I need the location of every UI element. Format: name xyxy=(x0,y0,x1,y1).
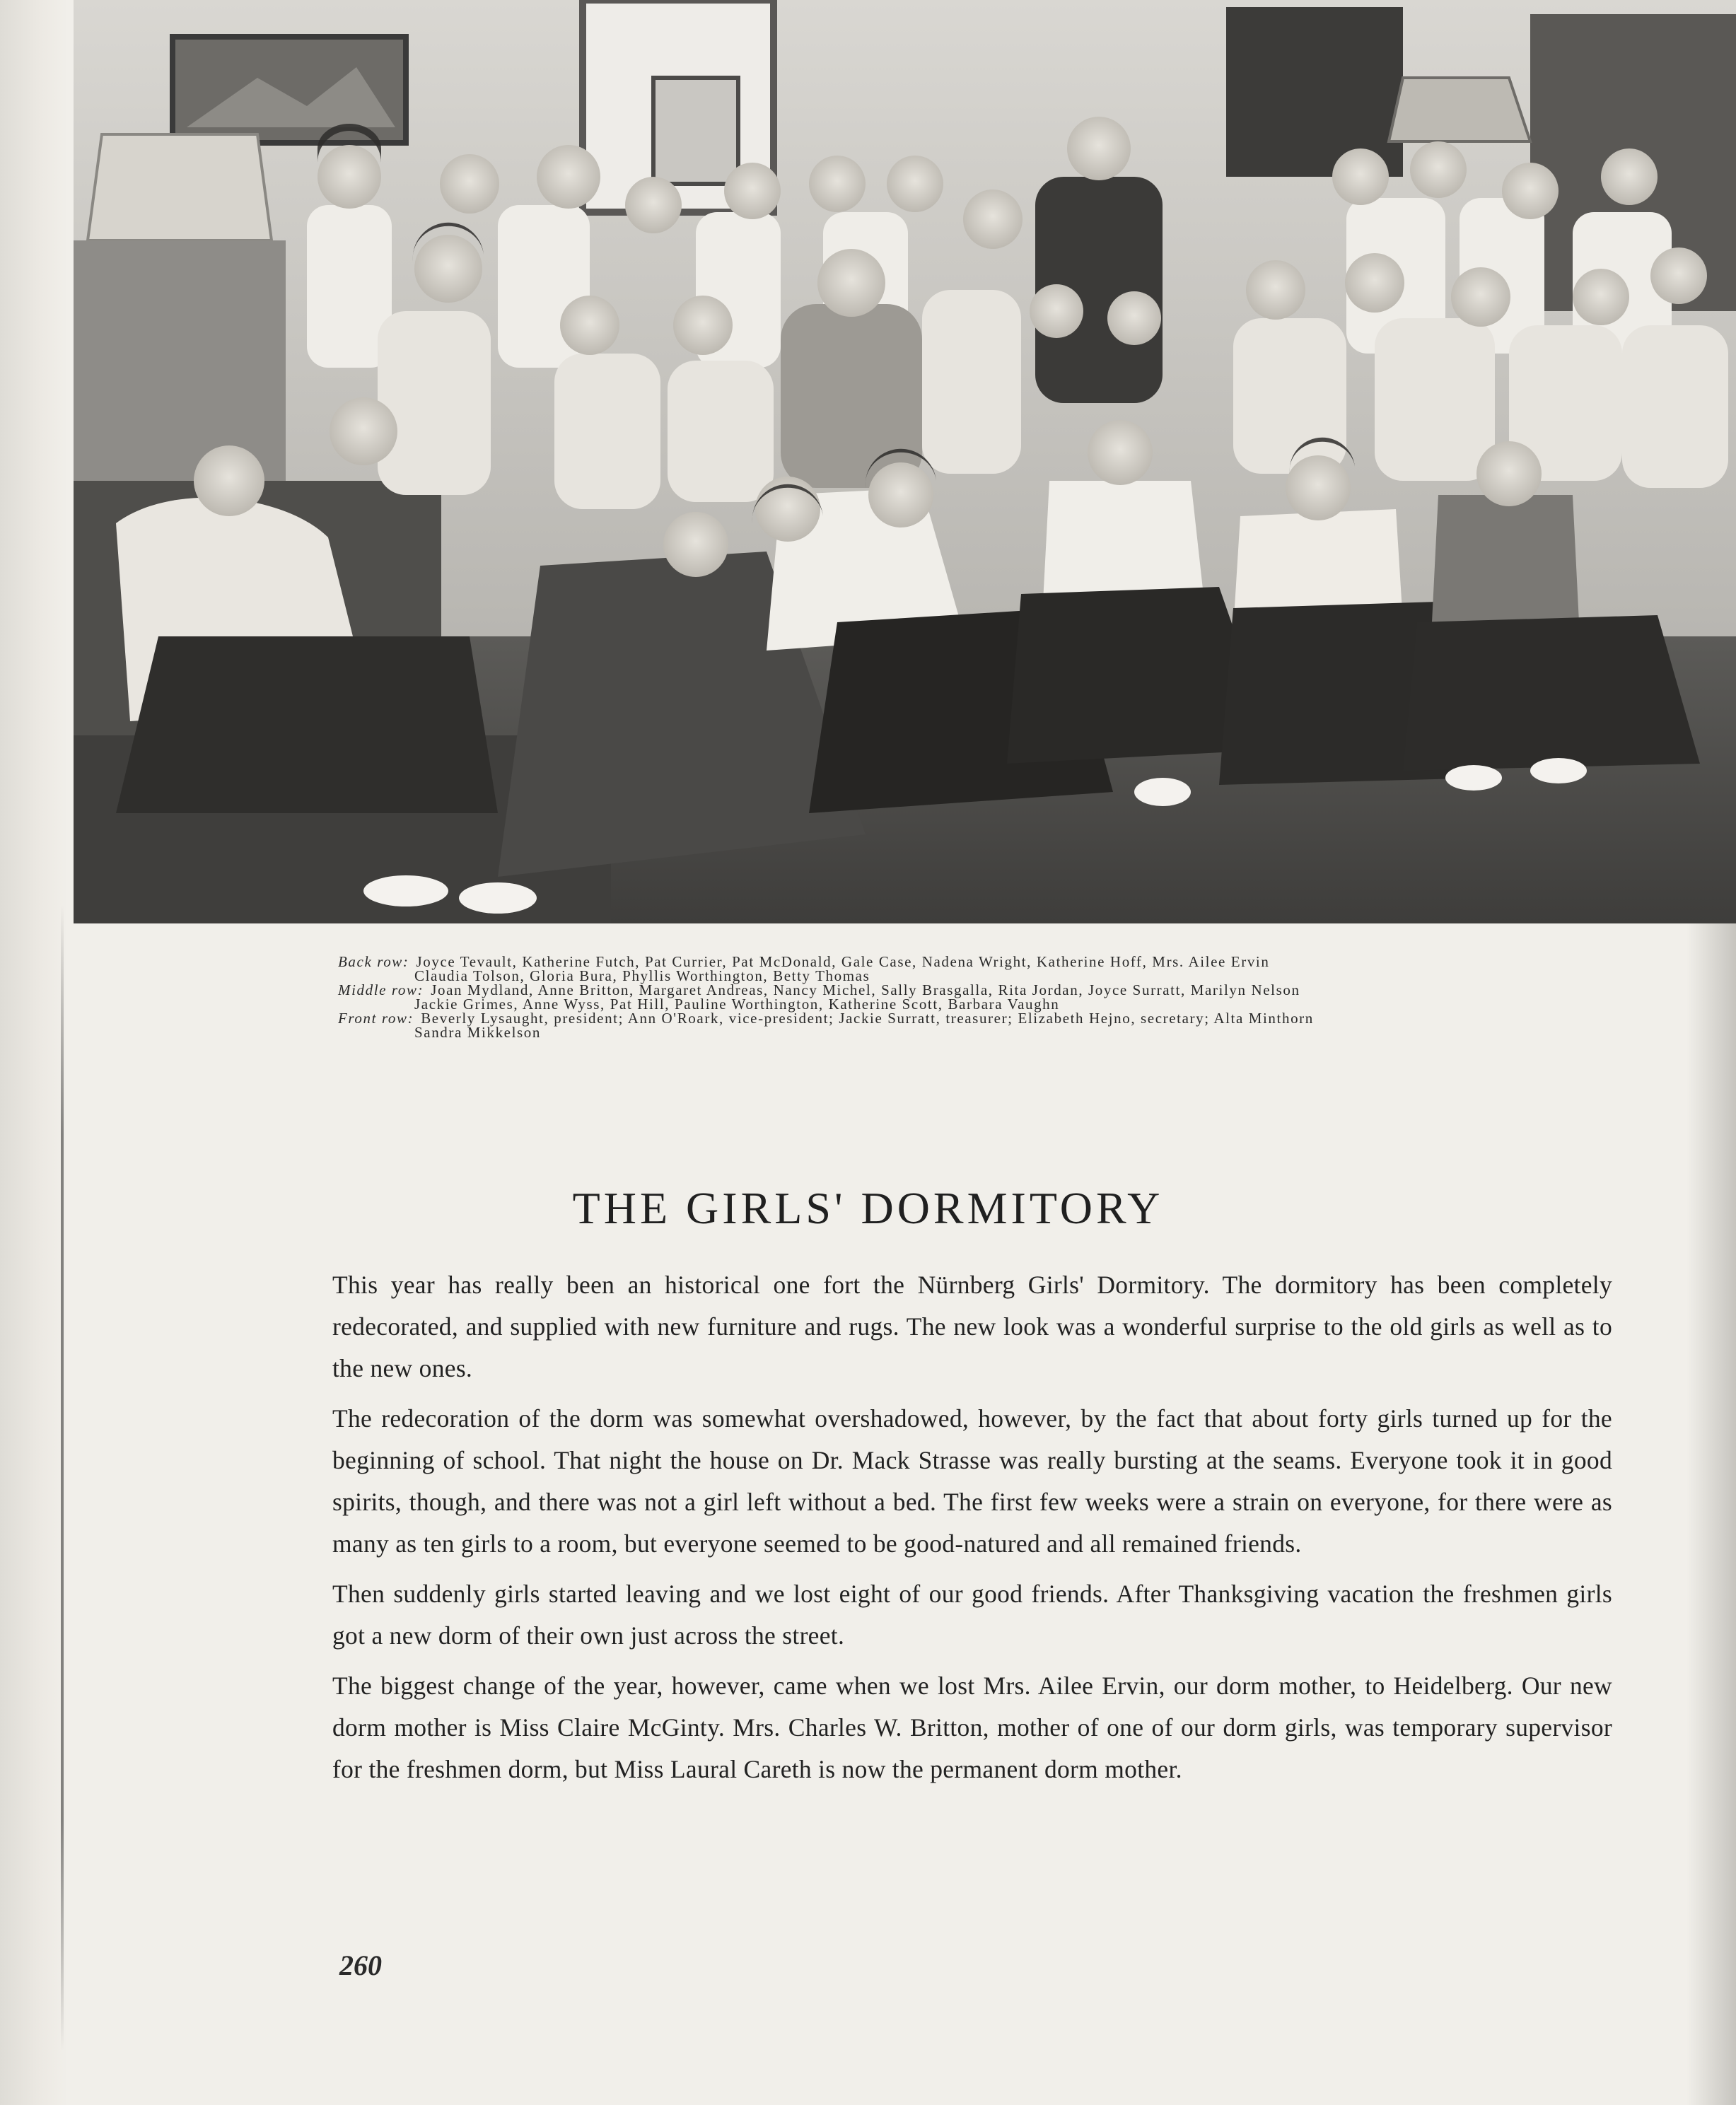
caption-back-row xyxy=(338,955,1618,969)
caption-names: Joan Mydland, Anne Britton, Margaret Andreas, Nancy Michel, Sally Brasgalla, Rita Jordan, Joyce Surratt, Marilyn Nelson xyxy=(431,981,1300,998)
caption-names: Joyce Tevault, Katherine Futch, Pat Currier, Pat McDonald, Gale Case, Nadena Wright, Katherine Hoff, Mrs. Ailee Ervin xyxy=(416,953,1270,970)
caption-row-label: Front row: xyxy=(338,1010,414,1027)
caption-names: Claudia Tolson, Gloria Bura, Phyllis Worthington, Betty Thomas xyxy=(414,967,870,984)
page-title: THE GIRLS' DORMITORY xyxy=(572,1183,1164,1233)
caption-row-label: Middle row: xyxy=(338,981,424,998)
paragraph: Then suddenly girls started leaving and we lost eight of our good friends. After Thanksgiving vacation the freshmen girls got a new dorm of their own just across the street. xyxy=(332,1580,1612,1650)
caption-names: Beverly Lysaught, president; Ann O'Roark, vice-president; Jackie Surratt, treasurer; Elizabeth Hejno, secretary; Alta Minthorn xyxy=(421,1010,1314,1027)
caption-names: Jackie Grimes, Anne Wyss, Pat Hill, Pauline Worthington, Katherine Scott, Barbara Vaughn xyxy=(414,996,1060,1013)
article-body xyxy=(332,1264,1612,1799)
caption-row-label: Back row: xyxy=(338,953,409,970)
page-number: 260 xyxy=(339,1949,382,1981)
binding-edge xyxy=(61,905,64,2051)
photo-caption xyxy=(338,955,1618,1039)
paragraph: The redecoration of the dorm was somewhat overshadowed, however, by the fact that about forty girls turned up for the beginning of school. That night the house on Dr. Mack Strasse was really bursting at the seams. Everyone took it in good spirits, though, and there was not a girl left without a bed. The first few weeks were a strain on everyone, for there were as many as ten girls to a room, but everyone seemed to be good-natured and all remained friends. xyxy=(332,1404,1612,1558)
caption-front-row xyxy=(338,1011,1618,1025)
paragraph: This year has really been an historical one fort the Nürnberg Girls' Dormitory. The dormitory has been completely redecorated, and supplied with new furniture and rugs. The new look was a wonderful surprise to the old girls as well as to the new ones. xyxy=(332,1271,1612,1382)
page-gutter xyxy=(0,0,68,2105)
caption-middle-row xyxy=(338,983,1618,997)
group-photograph xyxy=(74,0,1736,923)
paragraph: The biggest change of the year, however, came when we lost Mrs. Ailee Ervin, our dorm mother, to Heidelberg. Our new dorm mother is Miss Claire McGinty. Mrs. Charles W. Britton, mother of one of our dorm girls, was temporary supervisor for the freshmen dorm, but Miss Laural Careth is now the permanent dorm mother. xyxy=(332,1672,1612,1783)
caption-names: Sandra Mikkelson xyxy=(414,1024,541,1041)
